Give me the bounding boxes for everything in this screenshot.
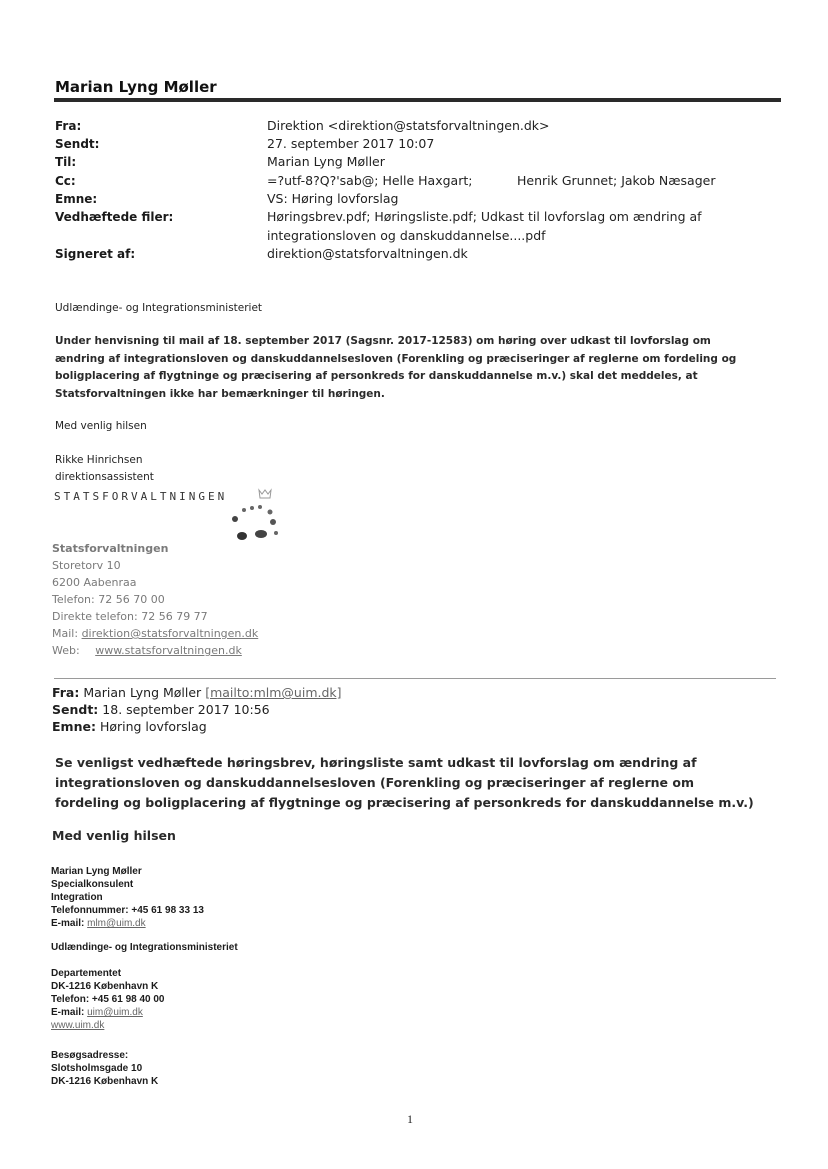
sig-visit-city: DK-1216 København K — [51, 1076, 159, 1087]
cc-value-1: =?utf-8?Q?'sab@; Helle Haxgart; — [267, 173, 473, 188]
crown-logo-icon — [226, 484, 282, 544]
from-label: Fra: — [55, 119, 82, 133]
org-phone: Telefon: 72 56 70 00 — [52, 593, 165, 606]
sig-dept-email-row — [51, 1007, 143, 1018]
signed-value: direktion@statsforvaltningen.dk — [267, 246, 468, 261]
sig-dept-city: DK-1216 København K — [51, 981, 159, 992]
org-city: 6200 Aabenraa — [52, 576, 137, 589]
fwd-sent-row — [52, 702, 270, 717]
sig-email-link[interactable]: mlm@uim.dk — [87, 918, 146, 929]
forward-separator — [54, 678, 776, 679]
web-link[interactable]: www.statsforvaltningen.dk — [95, 644, 242, 657]
subject-label: Emne: — [55, 192, 98, 206]
sig-phone: Telefonnummer: +45 61 98 33 13 — [51, 905, 204, 916]
sig-email-label: E-mail: — [51, 918, 85, 929]
sig-dept-email-label: E-mail: — [51, 1007, 85, 1018]
sig-email-row — [51, 918, 146, 929]
fwd-subject-value: Høring lovforslag — [99, 719, 207, 734]
recipient-line: Udlændinge- og Integrationsministeriet — [55, 302, 263, 314]
fwd-mailto-link[interactable]: [mailto:mlm@uim.dk] — [205, 685, 342, 700]
sig-dept-phone: Telefon: +45 61 98 40 00 — [51, 994, 165, 1005]
signed-label: Signeret af: — [55, 247, 136, 261]
sig-visit-label: Besøgsadresse: — [51, 1050, 129, 1061]
org-web-row — [52, 644, 242, 657]
sig-dept-email-link[interactable]: uim@uim.dk — [87, 1007, 143, 1018]
reply-closing: Med venlig hilsen — [55, 420, 147, 432]
fwd-subject-label: Emne: — [52, 719, 96, 734]
reply-paragraph: Under henvisning til mail af 18. september 2017 (Sagsnr. 2017-12583) om høring over udkast til lovforslag om ændring af integrationsloven og danskuddannelsesloven (Forenkling og præciseringer af reglerne om fordeling og boligplacering af flygtninge og præcisering af personkreds for danskuddannelse m.v.) skal det meddeles, at Statsforvaltningen ikke har bemærkninger til høringen. — [55, 335, 737, 400]
org-mail-row — [52, 627, 258, 640]
mail-link[interactable]: direktion@statsforvaltningen.dk — [81, 627, 259, 640]
attachments-line-2: integrationsloven og danskuddannelse....pdf — [267, 228, 546, 243]
title-rule — [54, 98, 781, 102]
sig-unit: Integration — [51, 892, 103, 903]
attachments-line-1: Høringsbrev.pdf; Høringsliste.pdf; Udkast til lovforslag om ændring af — [267, 209, 702, 224]
fwd-body: Se venligst vedhæftede høringsbrev, høringsliste samt udkast til lovforslag om ændring af integrationsloven og danskuddannelsesloven (Forenkling og præciseringer af reglerne om fordeling og boligplacering af flygtninge og præcisering af personkreds for danskuddannelse m.v.) — [55, 755, 754, 810]
cc-label: Cc: — [55, 174, 76, 188]
logo-wordmark: STATSFORVALTNINGEN — [54, 490, 228, 503]
fwd-from-label: Fra: — [52, 685, 80, 700]
mail-label: Mail: — [52, 627, 79, 640]
cc-value-2: Henrik Grunnet; Jakob Næsager — [517, 173, 716, 188]
sig-dept: Departementet — [51, 968, 122, 979]
sent-value: 27. september 2017 10:07 — [267, 136, 435, 151]
fwd-sent-label: Sendt: — [52, 702, 99, 717]
sig-title: Specialkonsulent — [51, 879, 134, 890]
org-name: Statsforvaltningen — [52, 542, 169, 555]
sig-ministry: Udlændinge- og Integrationsministeriet — [51, 942, 238, 953]
fwd-closing: Med venlig hilsen — [52, 828, 176, 843]
sender-role: direktionsassistent — [55, 471, 154, 483]
page-title: Marian Lyng Møller — [55, 78, 217, 96]
web-label: Web: — [52, 644, 80, 657]
sig-dept-web-link[interactable]: www.uim.dk — [51, 1020, 105, 1031]
sender-name: Rikke Hinrichsen — [55, 454, 143, 466]
to-label: Til: — [55, 155, 77, 169]
sent-label: Sendt: — [55, 137, 100, 151]
sig-visit-street: Slotsholmsgade 10 — [51, 1063, 143, 1074]
fwd-sent-value: 18. september 2017 10:56 — [102, 702, 270, 717]
subject-value: VS: Høring lovforslag — [267, 191, 399, 206]
attachments-label: Vedhæftede filer: — [55, 210, 174, 224]
fwd-subject-row — [52, 719, 207, 734]
fwd-from-value: Marian Lyng Møller — [83, 685, 202, 700]
fwd-from-row — [52, 685, 342, 700]
to-value: Marian Lyng Møller — [267, 154, 385, 169]
org-street: Storetorv 10 — [52, 559, 121, 572]
from-value: Direktion <direktion@statsforvaltningen.dk> — [267, 118, 550, 133]
sig-name: Marian Lyng Møller — [51, 866, 142, 877]
org-direct-phone: Direkte telefon: 72 56 79 77 — [52, 610, 208, 623]
page-number: 1 — [407, 1112, 413, 1126]
